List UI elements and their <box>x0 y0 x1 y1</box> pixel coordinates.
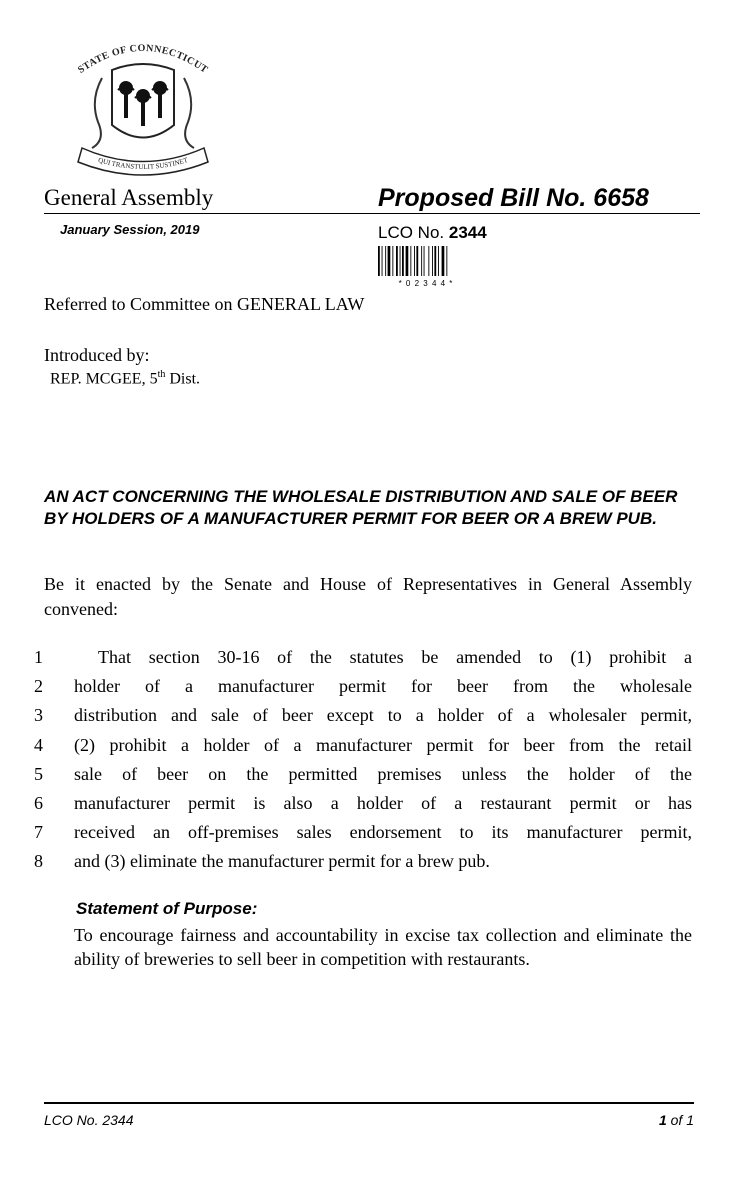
header-divider <box>44 213 700 214</box>
page-number <box>659 1112 694 1128</box>
bill-title: AN ACT CONCERNING THE WHOLESALE DISTRIBUTION AND SALE OF BEER BY HOLDERS OF A MANUFACTURER PERMIT FOR BEER OR A BREW PUB. <box>44 487 678 528</box>
statement-of-purpose-heading: Statement of Purpose: <box>76 899 258 918</box>
barcode <box>376 246 476 288</box>
introducer-district: Dist. <box>165 370 201 388</box>
line-number: 1 <box>34 647 43 667</box>
state-seal-logo <box>62 30 224 180</box>
introduced-by-label: Introduced by: <box>44 345 150 365</box>
line-number: 3 <box>34 705 43 726</box>
barcode-bar <box>421 246 422 276</box>
line-number: 5 <box>34 763 43 784</box>
line-number: 4 <box>34 734 43 755</box>
lco-number: 2344 <box>448 223 487 242</box>
introducer-name: REP. MCGEE, 5 <box>50 370 158 388</box>
footer-lco: LCO No. 2344 <box>44 1112 134 1128</box>
barcode-bar <box>442 246 445 276</box>
line-number: 8 <box>34 851 43 872</box>
bill-text-line: sale of beer on the permitted premises unless the holder of the <box>74 763 692 784</box>
line-number: 7 <box>34 822 43 843</box>
barcode-bar <box>446 246 447 276</box>
barcode-bar <box>400 246 401 276</box>
svg-text:STATE OF CONNECTICUT: STATE OF CONNECTICUT <box>76 42 210 76</box>
proposed-bill-number: Proposed Bill No. 6658 <box>378 184 649 212</box>
bill-text-line: holder of a manufacturer permit for beer from the wholesale <box>74 676 692 697</box>
barcode-bar <box>414 246 415 276</box>
barcode-bar <box>434 246 436 276</box>
barcode-bar <box>396 246 398 276</box>
footer-divider <box>44 1102 694 1104</box>
bill-text-line: and (3) eliminate the manufacturer permit for a brew pub. <box>74 851 490 872</box>
barcode-bar <box>424 246 425 276</box>
lco-number-label <box>378 223 487 243</box>
line-number: 2 <box>34 676 43 697</box>
barcode-bar <box>392 246 393 276</box>
page-current: 1 <box>658 1112 667 1128</box>
barcode-bar <box>385 246 386 276</box>
bill-text-line: distribution and sale of beer except to a holder of a wholesaler permit, <box>74 705 692 726</box>
enacting-clause: Be it enacted by the Senate and House of Representatives in General Assembly convened: <box>44 574 692 619</box>
barcode-bar <box>402 246 404 276</box>
barcode-bar <box>416 246 418 276</box>
bill-text-line: That section 30-16 of the statutes be amended to (1) prohibit a <box>98 647 692 667</box>
barcode-text: * 0 2 3 4 4 * <box>398 279 454 288</box>
barcode-bar <box>410 246 411 276</box>
bill-text-line: received an off-premises sales endorsement to its manufacturer permit, <box>74 822 692 843</box>
svg-text:QUI TRANSTULIT SUSTINET: QUI TRANSTULIT SUSTINET <box>97 156 189 172</box>
introducer <box>50 369 200 388</box>
barcode-bar <box>382 246 383 276</box>
lco-label: LCO No. <box>378 223 445 242</box>
line-number: 6 <box>34 793 43 813</box>
barcode-bar <box>432 246 433 276</box>
statement-of-purpose-text: To encourage fairness and accountability in excise tax collection and eliminate the ability of breweries to sell beer in competition with restaurants. <box>74 925 692 969</box>
session-label: January Session, 2019 <box>60 222 200 237</box>
committee-referral: Referred to Committee on GENERAL LAW <box>44 294 365 314</box>
ordinal-suffix: th <box>157 369 166 380</box>
page-total: of 1 <box>666 1112 694 1128</box>
barcode-bar <box>406 246 409 276</box>
barcode-bar <box>378 246 380 276</box>
barcode-bar <box>428 246 429 276</box>
bill-text-line: manufacturer permit is also a holder of a restaurant permit or has <box>74 793 692 813</box>
bill-text-line: (2) prohibit a holder of a manufacturer permit for beer from the retail <box>74 734 692 755</box>
barcode-bar <box>388 246 391 276</box>
barcode-bar <box>438 246 439 276</box>
general-assembly-heading: General Assembly <box>44 185 214 210</box>
